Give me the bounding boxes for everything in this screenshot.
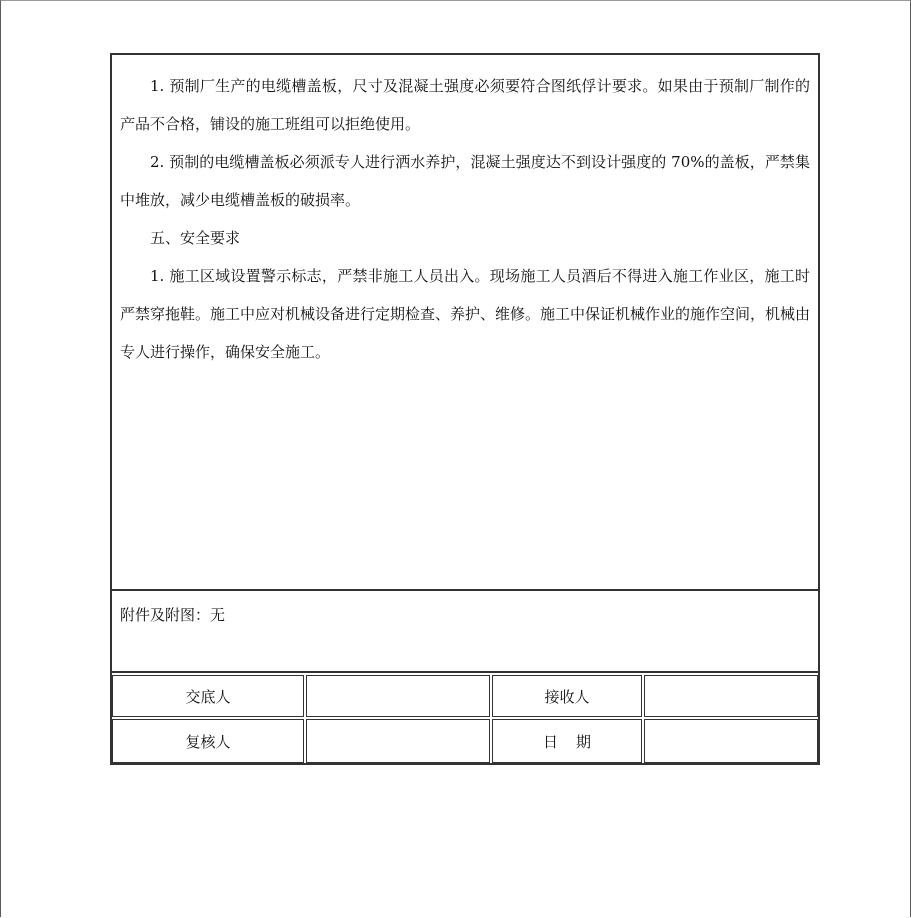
attachments-cell — [112, 591, 818, 673]
briefer-label: 交底人 — [112, 675, 304, 717]
briefer-field[interactable] — [306, 675, 490, 717]
paragraph-safety: 1. 施工区域设置警示标志，严禁非施工人员出入。现场施工人员酒后不得进入施工作业区，施工时严禁穿拖鞋。施工中应对机械设备进行定期检查、养护、维修。施工中保证机械作业的施作空间，机械由专人进行操作，确保安全施工。 — [120, 267, 811, 361]
technical-briefing-form — [110, 53, 820, 765]
date-label-text: 日期 — [542, 732, 609, 751]
reviewer-field[interactable] — [306, 719, 490, 763]
paragraph-precast-quality: 1. 预制厂生产的电缆槽盖板，尺寸及混凝土强度必须要符合图纸俘计要求。如果由于预制厂制作的产品不合格，铺设的施工班组可以拒绝使用。 — [120, 77, 810, 133]
reviewer-label: 复核人 — [112, 719, 304, 763]
date-field[interactable] — [644, 719, 818, 763]
content-cell — [112, 55, 818, 591]
section-heading-safety: 五、安全要求 — [150, 229, 241, 247]
signature-grid — [112, 673, 818, 763]
receiver-label: 接收人 — [492, 675, 642, 717]
paragraph-curing: 2. 预制的电缆槽盖板必须派专人进行洒水养护，混凝土强度达不到设计强度的 70%的盖板，严禁集中堆放，减少电缆槽盖板的破损率。 — [120, 153, 810, 209]
receiver-field[interactable] — [644, 675, 818, 717]
date-label — [492, 719, 642, 763]
attachments-label: 附件及附图：无 — [120, 606, 226, 624]
